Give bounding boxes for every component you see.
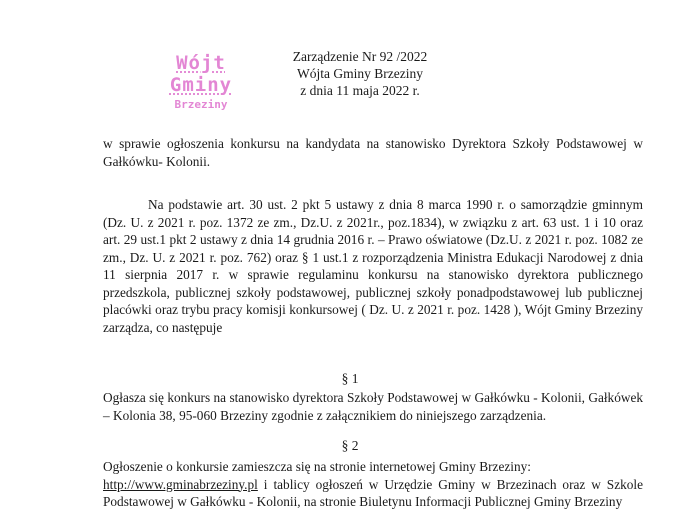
- section-2-continuation: i tablicy ogłoszeń w Urzędzie Gminy w Brzezinach oraz w Szkole Podstawowej w Gałkówku - Kolonii, na stronie Biuletynu Informacji Publicznej Gminy Brzeziny: [103, 476, 643, 509]
- ordinance-number: Zarządzenie Nr 92 /2022: [292, 49, 428, 64]
- section-2-intro: Ogłoszenie o konkursie zamieszcza się na stronie internetowej Gminy Brzeziny:: [103, 459, 531, 474]
- preamble-paragraph: Na podstawie art. 30 ust. 2 pkt 5 ustawy z dnia 8 marca 1990 r. o samorządzie gminnym (Dz. U. z 2021 r. poz. 1372 ze zm., Dz.U. z 2021r., poz.1834), w związku z art. 63 ust. 1 i 10 oraz art. 29 ust.1 pkt 2 ustawy z dnia 14 grudnia 2016 r. – Prawo oświatowe (Dz.U. z 2021 r. poz. 1082 ze zm., Dz. U. z 2021 r. poz. 762) oraz § 1 ust.1 z rozporządzenia Ministra Edukacji Narodowej z dnia 11 sierpnia 2017 r. w sprawie regulaminu konkursu na stanowisko dyrektora publicznego przedszkola, publicznej szkoły podstawowej, publicznej szkoły ponadpodstawowej lub publicznej placówki oraz trybu pracy komisji konkursowej ( Dz. U. z 2021 r. poz. 1428 ), Wójt Gminy Brzeziny zarządza, co następuje: [103, 197, 643, 335]
- document-header: [270, 48, 450, 99]
- stamp-line-2: Brzeziny: [174, 98, 228, 111]
- official-stamp: [142, 52, 260, 111]
- section-1-mark: § 1: [341, 371, 359, 386]
- section-2-mark: § 2: [341, 438, 359, 453]
- issuer: Wójta Gminy Brzeziny: [297, 66, 423, 81]
- municipality-website-link[interactable]: http://www.gminabrzeziny.pl: [103, 476, 258, 492]
- stamp-line-1: Wójt Gminy: [169, 52, 233, 96]
- subject-paragraph: w sprawie ogłoszenia konkursu na kandydata na stanowisko Dyrektora Szkoły Podstawowej w Gałkówku- Kolonii.: [103, 136, 643, 169]
- section-2-text: [103, 458, 643, 511]
- section-1-text: Ogłasza się konkurs na stanowisko dyrektora Szkoły Podstawowej w Gałkówku - Kolonii, Gałkówek – Kolonia 38, 95-060 Brzeziny zgodnie z załącznikiem do niniejszego zarządzenia.: [103, 390, 643, 423]
- issue-date: z dnia 11 maja 2022 r.: [300, 83, 420, 98]
